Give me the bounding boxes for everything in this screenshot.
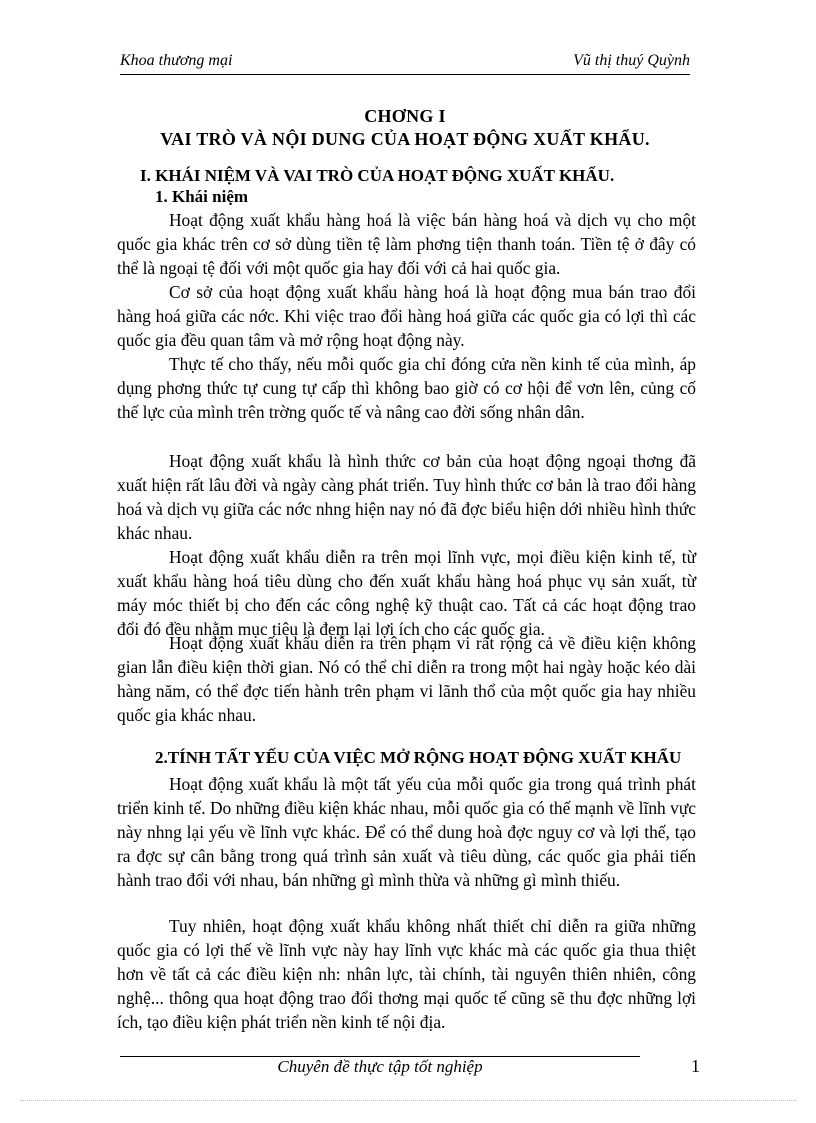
paragraph-3: Thực tế cho thấy, nếu mỗi quốc gia chỉ đóng cửa nền kinh tế của mình, áp dụng phơng thức tự cung tự cấp thì không bao giờ có cơ hội để vơn lên, củng cố thế lực của mình trên trờng quốc tế và nâng cao đời sống nhân dân. [117,354,696,422]
paragraph-8: Tuy nhiên, hoạt động xuất khẩu không nhất thiết chỉ diễn ra giữa những quốc gia có lợi thế về lĩnh vực này hay lĩnh vực khác mà các quốc gia thua thiệt hơn về tất cả các điều kiện nh: nhân lực, tài chính, tài nguyên thiên nhiên, công nghệ... thông qua hoạt động trao đổi thơng mại quốc tế cũng sẽ thu đợc những lợi ích, tạo điều kiện phát triển nền kinh tế nội địa. [117,916,696,1032]
paragraph-7: Hoạt động xuất khẩu là một tất yếu của mỗi quốc gia trong quá trình phát triển kinh tế. Do những điều kiện khác nhau, mỗi quốc gia có thế mạnh về lĩnh vực này nhng lại yếu về lĩnh vực khác. Để có thể dung hoà đợc nguy cơ và lợi thế, tạo ra đợc sự cân bằng trong quá trình sản xuất và tiêu dùng, các quốc gia phải tiến hành trao đổi với nhau, bán những gì mình thừa và những gì mình thiếu. [117,774,696,890]
chapter-number: CHƠNG I [364,106,446,126]
footer-title: Chuyên đề thực tập tốt nghiệp [120,1056,640,1077]
paragraph-6: Hoạt động xuất khẩu diễn ra trên phạm vi rất rộng cả về điều kiện không gian lẫn điều kiện thời gian. Nó có thể chỉ diễn ra trong một hai ngày hoặc kéo dài hàng năm, có thể đợc tiến hành trên phạm vi lãnh thổ của một quốc gia hay nhiều quốc gia khác nhau. [117,633,696,725]
page-bottom-divider [20,1100,796,1101]
paragraph-1: Hoạt động xuất khẩu hàng hoá là việc bán hàng hoá và dịch vụ cho một quốc gia khác trên cơ sở dùng tiền tệ làm phơng tiện thanh toán. Tiền tệ ở đây có thể là ngoại tệ đối với một quốc gia hay đối với cả hai quốc gia. [117,210,696,278]
header-department: Khoa thương mại [120,52,233,69]
paragraph-2: Cơ sở của hoạt động xuất khẩu hàng hoá là hoạt động mua bán trao đổi hàng hoá giữa các nớc. Khi việc trao đổi hàng hoá giữa các quốc gia có lợi thì các quốc gia đều quan tâm và mở rộng hoạt động này. [117,282,696,350]
page-footer [120,1056,700,1082]
header-author: Vũ thị thuý Quỳnh [573,52,690,69]
chapter-title: VAI TRÒ VÀ NỘI DUNG CỦA HOẠT ĐỘNG XUẤT KHẨU. [160,129,650,149]
section-heading-2: 2.TÍNH TẤT YẾU CỦA VIỆC MỞ RỘNG HOẠT ĐỘNG XUẤT KHẨU [155,748,682,767]
section-heading-1: I. KHÁI NIỆM VÀ VAI TRÒ CỦA HOẠT ĐỘNG XUẤT KHẨU. [140,166,615,185]
paragraph-4: Hoạt động xuất khẩu là hình thức cơ bản của hoạt động ngoại thơng đã xuất hiện rất lâu đời và ngày càng phát triển. Tuy hình thức cơ bản là trao đổi hàng hoá và dịch vụ giữa các nớc nhng hiện nay nó đã đợc biểu hiện dới nhiều hình thức khác nhau. [117,451,696,543]
page-header [120,50,690,75]
page-number: 1 [691,1056,700,1076]
subsection-heading-1-1: 1. Khái niệm [155,187,249,206]
paragraph-5: Hoạt động xuất khẩu diễn ra trên mọi lĩnh vực, mọi điều kiện kinh tế, từ xuất khẩu hàng hoá tiêu dùng cho đến xuất khẩu hàng hoá phục vụ sản xuất, từ máy móc thiết bị cho đến các công nghệ kỹ thuật cao. Tất cả các hoạt động trao đổi đó đều nhằm mục tiêu là đem lại lợi ích cho các quốc gia. [117,547,696,639]
